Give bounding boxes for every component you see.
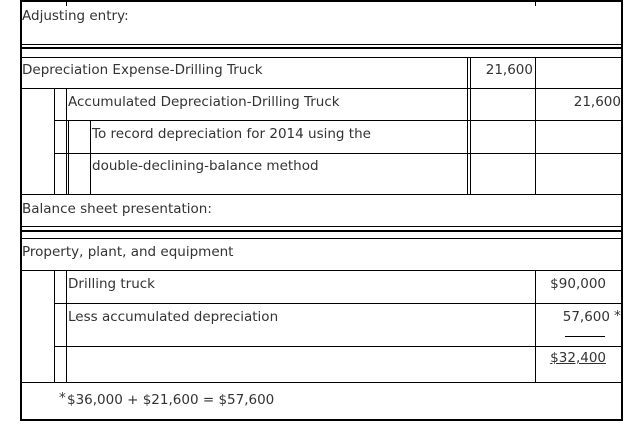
accum-depreciation-amount: 57,600 xyxy=(562,309,610,325)
column-rule xyxy=(535,57,536,194)
tick-mark xyxy=(66,0,67,6)
row-rule xyxy=(20,270,623,271)
row-rule xyxy=(20,47,623,49)
row-rule xyxy=(20,194,623,195)
row-rule xyxy=(20,226,623,227)
row-rule xyxy=(20,382,623,383)
debit-amount: 21,600 xyxy=(485,62,533,78)
row-rule xyxy=(20,57,623,58)
top-border xyxy=(20,0,623,2)
row-rule xyxy=(54,120,623,121)
explanation-line-1: To record depreciation for 2014 using the xyxy=(92,126,371,142)
footnote-mark: * xyxy=(59,390,66,406)
column-rule xyxy=(68,120,69,194)
bottom-border xyxy=(20,419,623,421)
row-rule xyxy=(20,230,623,232)
drilling-truck-amount: $90,000 xyxy=(550,276,606,292)
debit-account: Depreciation Expense-Drilling Truck xyxy=(22,62,263,78)
net-amount: $32,400 xyxy=(550,350,606,366)
row-rule xyxy=(20,44,623,45)
column-rule xyxy=(54,270,55,382)
adjusting-entry-heading: Adjusting entry: xyxy=(22,8,129,24)
column-rule xyxy=(467,57,468,194)
explanation-line-2: double-declining-balance method xyxy=(92,158,319,174)
column-rule xyxy=(66,88,67,194)
column-rule xyxy=(470,57,471,194)
row-rule xyxy=(54,153,623,154)
subtotal-underline xyxy=(565,336,605,337)
column-rule xyxy=(535,270,536,382)
credit-amount: 21,600 xyxy=(573,94,621,110)
footnote-text: $36,000 + $21,600 = $57,600 xyxy=(67,392,275,408)
row-rule xyxy=(20,238,623,239)
column-rule xyxy=(66,270,67,382)
footnote-marker: * xyxy=(614,308,621,324)
right-border xyxy=(621,0,623,421)
balance-sheet-heading: Balance sheet presentation: xyxy=(22,201,212,217)
row-rule xyxy=(54,346,623,347)
row-rule xyxy=(54,303,623,304)
column-rule xyxy=(54,88,55,194)
row-rule xyxy=(20,88,623,89)
column-rule xyxy=(90,120,91,194)
accum-depreciation-label: Less accumulated depreciation xyxy=(68,309,279,325)
credit-account: Accumulated Depreciation-Drilling Truck xyxy=(68,94,340,110)
tick-mark xyxy=(535,0,536,6)
ppe-section-label: Property, plant, and equipment xyxy=(22,244,234,260)
drilling-truck-label: Drilling truck xyxy=(68,276,156,292)
